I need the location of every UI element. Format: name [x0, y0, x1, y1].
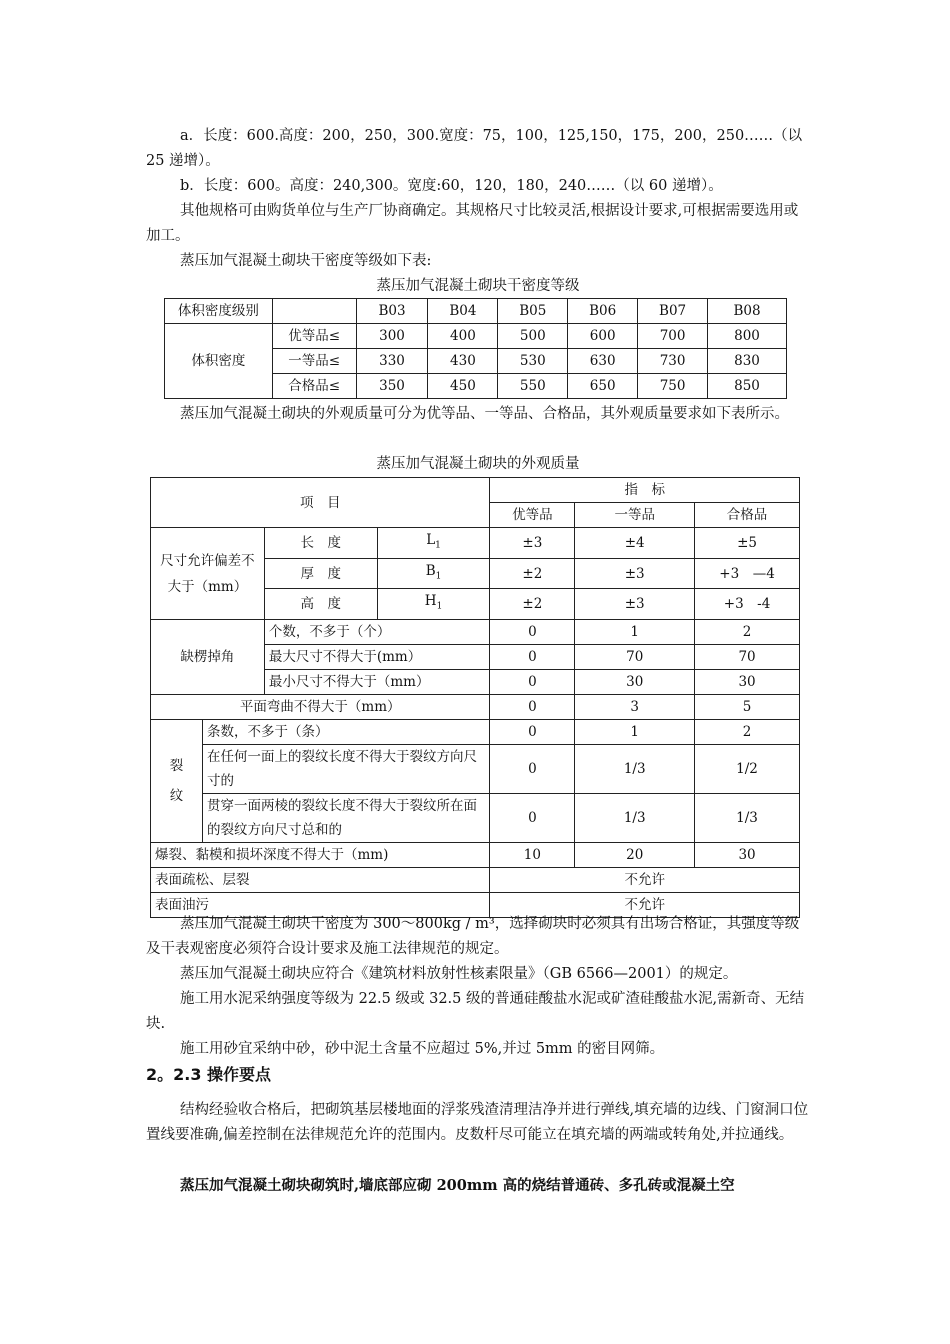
- table-cell: 0: [490, 745, 575, 794]
- density-group-label: 体积密度: [165, 324, 273, 399]
- section-heading: 2。2.3 操作要点: [146, 1065, 272, 1084]
- table-cell: ±4: [575, 528, 695, 559]
- grade-b04: B04: [428, 299, 498, 324]
- table-row: [151, 745, 800, 794]
- symbol-letter: H: [424, 593, 437, 610]
- table-row: [151, 868, 800, 893]
- table-cell: ±3: [490, 528, 575, 559]
- table-cell: 450: [428, 374, 498, 399]
- table-cell: 1/3: [575, 794, 695, 843]
- table-cell: 330: [356, 349, 428, 374]
- row-name: 贯穿一面两棱的裂纹长度不得大于裂纹所在面的裂纹方向尺寸总和的: [202, 794, 490, 843]
- row-name: 平面弯曲不得大于（mm）: [151, 695, 490, 720]
- density-header-row: [165, 299, 787, 324]
- table-cell: 400: [428, 324, 498, 349]
- table-cell: ±5: [695, 528, 800, 559]
- table-cell: 0: [490, 620, 575, 645]
- table-cell: 500: [498, 324, 568, 349]
- table-cell: 730: [638, 349, 708, 374]
- table-cell: 350: [356, 374, 428, 399]
- item-header: 项 目: [151, 478, 490, 528]
- radioactivity-paragraph: 蒸压加气混凝土砌块应符合《建筑材料放射性核素限量》（GB 6566—2001）的规定。: [180, 966, 738, 982]
- table-cell: 650: [568, 374, 638, 399]
- density-table-caption: 蒸压加气混凝土砌块干密度等级: [376, 278, 580, 294]
- table-row: [151, 620, 800, 645]
- row-name: 爆裂、黏模和损坏深度不得大于（mm): [151, 843, 490, 868]
- table-cell: 10: [490, 843, 575, 868]
- spec-paragraph-a: a．长度：600.高度：200，250，300.宽度：75，100，125,150，175，200，250……（以 25 递增）。: [146, 128, 803, 169]
- table-cell: 2: [695, 620, 800, 645]
- size-deviation-group: 尺寸允许偏差不大于（mm）: [151, 528, 265, 620]
- table-cell: 850: [708, 374, 787, 399]
- grade-header-premium: 优等品: [490, 503, 575, 528]
- empty-header-cell: [272, 299, 356, 324]
- quality-table-caption: 蒸压加气混凝土砌块的外观质量: [376, 456, 580, 472]
- row-name: 个数，不多于（个）: [264, 620, 490, 645]
- other-spec-paragraph: 其他规格可由购货单位与生产厂协商确定。其规格尺寸比较灵活,根据设计要求,可根据需要选用或加工。: [146, 203, 799, 244]
- table-cell: 1/2: [695, 745, 800, 794]
- density-table: [164, 298, 787, 399]
- grade-b03: B03: [356, 299, 428, 324]
- table-row: [151, 720, 800, 745]
- table-row: [151, 843, 800, 868]
- table-cell: 430: [428, 349, 498, 374]
- operation-paragraph-2: 蒸压加气混凝土砌块砌筑时,墙底部应砌 200mm 高的烧结普通砖、多孔砖或混凝土空: [180, 1177, 735, 1194]
- row-name: 最小尺寸不得大于（mm）: [264, 670, 490, 695]
- quality-intro-paragraph: 蒸压加气混凝土砌块的外观质量可分为优等品、一等品、合格品，其外观质量要求如下表所示。: [180, 406, 789, 422]
- symbol-cell: [377, 558, 490, 589]
- density-range-paragraph: 蒸压加气混凝土砌块干密度为 300～800kg / m³，选择砌块时必须具有出场合格证，其强度等级及干表观密度必须符合设计要求及施工法律规范的规定。: [146, 916, 800, 957]
- table-cell: 600: [568, 324, 638, 349]
- row-name: 厚 度: [264, 558, 377, 589]
- table-row: [151, 528, 800, 559]
- table-cell: 550: [498, 374, 568, 399]
- symbol-cell: [377, 589, 490, 620]
- symbol-subscript: 1: [436, 602, 443, 613]
- row-name: 在任何一面上的裂纹长度不得大于裂纹方向尺寸的: [202, 745, 490, 794]
- table-cell: 30: [695, 843, 800, 868]
- crack-group-char-2: 纹: [169, 788, 184, 805]
- grade-b07: B07: [638, 299, 708, 324]
- table-cell: 不允许: [490, 868, 800, 893]
- table-row: [165, 324, 787, 349]
- row-name: 最大尺寸不得大于(mm）: [264, 645, 490, 670]
- table-cell: 30: [575, 670, 695, 695]
- row-label: 一等品≤: [272, 349, 356, 374]
- table-cell: +3 —4: [695, 558, 800, 589]
- table-cell: 不允许: [490, 893, 800, 918]
- table-cell: 3: [575, 695, 695, 720]
- table-cell: 0: [490, 794, 575, 843]
- row-label: 优等品≤: [272, 324, 356, 349]
- row-label: 合格品≤: [272, 374, 356, 399]
- table-cell: 530: [498, 349, 568, 374]
- sand-paragraph: 施工用砂宜采纳中砂，砂中泥土含量不应超过 5%,并过 5mm 的密目网筛。: [180, 1041, 665, 1057]
- index-header: 指 标: [490, 478, 800, 503]
- table-cell: 800: [708, 324, 787, 349]
- table-cell: 1: [575, 620, 695, 645]
- table-cell: 1/3: [695, 794, 800, 843]
- density-level-header: 体积密度级别: [165, 299, 273, 324]
- grade-b08: B08: [708, 299, 787, 324]
- table-cell: 0: [490, 670, 575, 695]
- grade-header-first: 一等品: [575, 503, 695, 528]
- table-cell: 700: [638, 324, 708, 349]
- symbol-subscript: 1: [435, 540, 441, 551]
- table-cell: 830: [708, 349, 787, 374]
- table-cell: 70: [695, 645, 800, 670]
- corner-damage-group: 缺楞掉角: [151, 620, 265, 695]
- symbol-cell: [377, 528, 490, 559]
- table-cell: ±2: [490, 558, 575, 589]
- table-row: [151, 695, 800, 720]
- symbol-letter: L: [426, 532, 436, 548]
- table-cell: 1: [575, 720, 695, 745]
- row-name: 表面油污: [151, 893, 490, 918]
- table-cell: 2: [695, 720, 800, 745]
- table-cell: 5: [695, 695, 800, 720]
- row-name: 表面疏松、层裂: [151, 868, 490, 893]
- table-cell: ±3: [575, 589, 695, 620]
- row-name: 条数，不多于（条）: [202, 720, 490, 745]
- table-cell: ±2: [490, 589, 575, 620]
- symbol-letter: B: [425, 562, 436, 579]
- crack-group: [151, 720, 203, 843]
- cement-paragraph: 施工用水泥采纳强度等级为 22.5 级或 32.5 级的普通硅酸盐水泥或矿渣硅酸盐水泥,需新奇、无结块.: [146, 991, 805, 1032]
- table-row: [151, 794, 800, 843]
- table-cell: +3 -4: [695, 589, 800, 620]
- operation-paragraph-1: 结构经验收合格后，把砌筑基层楼地面的浮浆残渣清理洁净并进行弹线,填充墙的边线、门窗洞口位置线要准确,偏差控制在法律规范允许的范围内。皮数杆尽可能立在填充墙的两端或转角处,并拉通线。: [146, 1102, 809, 1143]
- table-cell: 0: [490, 720, 575, 745]
- table-cell: 70: [575, 645, 695, 670]
- quality-table: [150, 477, 800, 918]
- spec-paragraph-b: b．长度：600。高度：240,300。宽度:60，120，180，240……（以 60 递增）。: [180, 178, 723, 194]
- table-cell: 0: [490, 695, 575, 720]
- table-cell: 0: [490, 645, 575, 670]
- table-cell: 1/3: [575, 745, 695, 794]
- row-name: 高 度: [264, 589, 377, 620]
- table-cell: 20: [575, 843, 695, 868]
- table-cell: 300: [356, 324, 428, 349]
- quality-header-row: [151, 478, 800, 503]
- crack-group-char-1: 裂: [169, 758, 184, 775]
- symbol-subscript: 1: [435, 571, 442, 582]
- grade-b05: B05: [498, 299, 568, 324]
- table-cell: ±3: [575, 558, 695, 589]
- density-intro-paragraph: 蒸压加气混凝土砌块干密度等级如下表:: [180, 253, 432, 269]
- grade-b06: B06: [568, 299, 638, 324]
- table-cell: 30: [695, 670, 800, 695]
- grade-header-qualified: 合格品: [695, 503, 800, 528]
- table-cell: 630: [568, 349, 638, 374]
- table-cell: 750: [638, 374, 708, 399]
- row-name: 长 度: [264, 528, 377, 559]
